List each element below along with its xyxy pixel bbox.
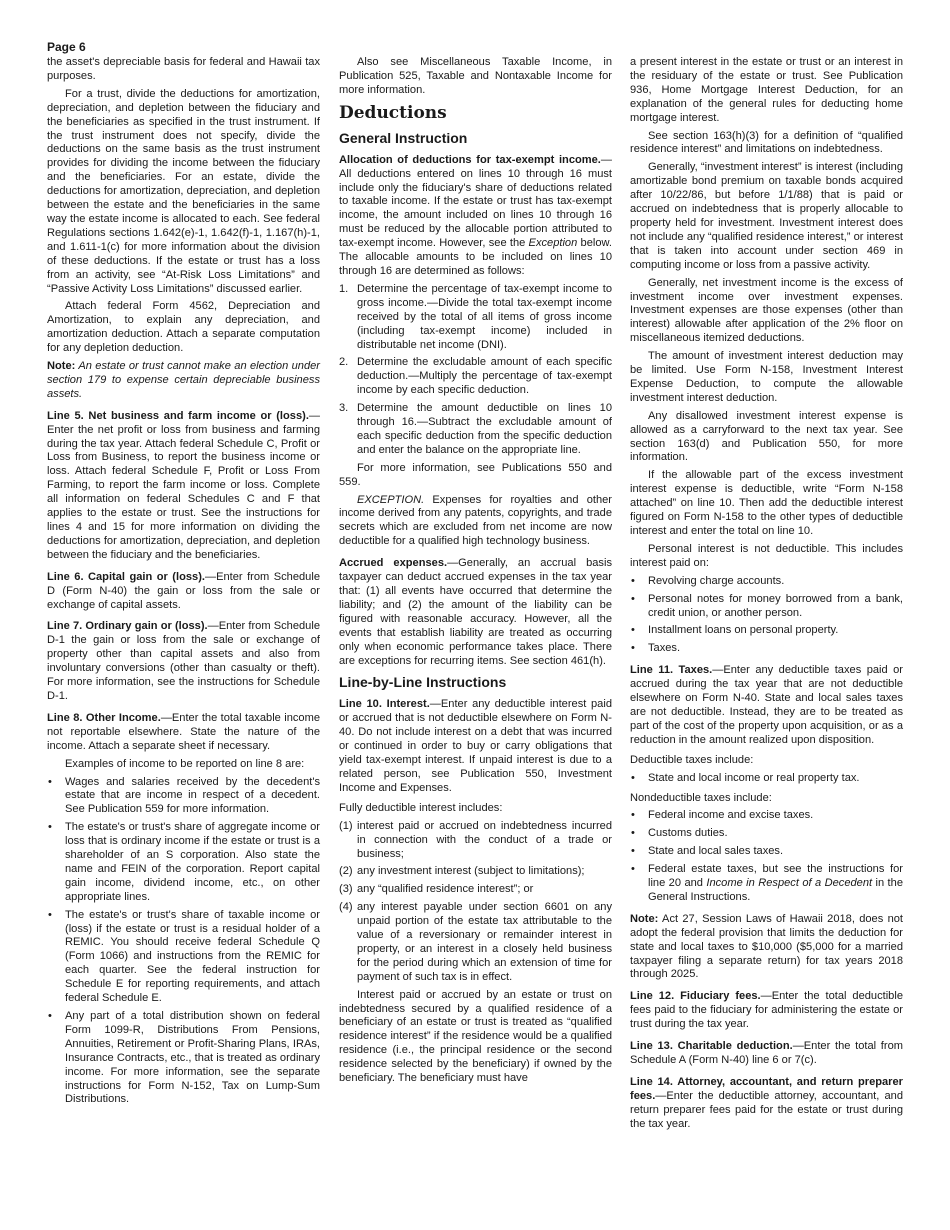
line-5-instruction bbox=[47, 410, 320, 563]
column-middle bbox=[339, 56, 612, 1090]
list-item: • Revolving charge accounts. bbox=[631, 574, 785, 587]
line-heading: Line 12. Fiduciary fees. bbox=[630, 990, 761, 1003]
line-8-instruction bbox=[47, 712, 320, 754]
list-item: 2. Determine the excludable amount of each specific deduction.—Multiply the percentage of tax-exempt income by each specific deduction. bbox=[339, 356, 612, 397]
column-right bbox=[630, 56, 903, 1136]
line-heading: Line 13. Charitable deduction. bbox=[630, 1040, 793, 1053]
paragraph: Examples of income to be reported on line 8 are: bbox=[65, 757, 305, 770]
paragraph: See section 163(h)(3) for a definition of “qualified residence interest” and limitations on indebtedness. bbox=[630, 129, 903, 156]
paragraph: Any disallowed investment interest expense is allowed as a carryforward to the next tax year. See section 163(d) and Publication 550, for more information. bbox=[630, 409, 903, 464]
paragraph: Interest paid or accrued by an estate or trust on indebtedness secured by a qualified residence of a beneficiary of an estate or trust is treated as “qualified residence interest” if the residence would be a qualified residence (i.e., the principal residence or the second residence selected by the beneficiary) if owned by the beneficiary. The beneficiary must have bbox=[339, 988, 612, 1085]
paragraph: Deductible taxes include: bbox=[630, 753, 754, 766]
paragraph: Also see Miscellaneous Taxable Income, in Publication 525, Taxable and Nontaxable Income for more information. bbox=[339, 56, 612, 96]
line-7-instruction bbox=[47, 620, 320, 703]
line-heading: Line 14. Attorney, accountant, and return preparer fees. bbox=[630, 1075, 903, 1102]
line-text: —Enter from Schedule D-1 the gain or loss from the sale or exchange of property other than capital assets and also from involuntary conversions (other than casualty or theft). For more information, see the instructions for Schedule D-1. bbox=[47, 620, 320, 702]
list-item: (4) any interest payable under section 6601 on any unpaid portion of the estate tax attributable to the value of a reversionary or remainder interest in property, or an interest in a closely held business for the period during which an extension of time for payment of such tax is in effect. bbox=[339, 901, 612, 983]
list-item: • Federal estate taxes, but see the instructions for line 20 and Income in Respect of a Decedent in the General Instructions. bbox=[631, 863, 903, 903]
personal-interest-list bbox=[630, 575, 903, 657]
note: Note: Act 27, Session Laws of Hawaii 2018, does not adopt the federal provision that limits the deduction for state and local taxes to $10,000 ($5,000 for a married taxpayer filing a separate return) for tax years 2018 through 2025. bbox=[630, 912, 903, 981]
bullet-icon: • bbox=[48, 775, 52, 788]
note-label: Note: bbox=[630, 912, 659, 925]
bullet-icon: • bbox=[631, 574, 635, 587]
paragraph: Attach federal Form 4562, Depreciation and Amortization, to explain any depreciation, and amortization deduction. Attach a separate computation for any depletion deduction. bbox=[47, 300, 320, 355]
bullet-icon: • bbox=[631, 771, 635, 784]
list-item: • State and local sales taxes. bbox=[631, 845, 784, 858]
list-item: (2) any investment interest (subject to limitations); bbox=[339, 865, 585, 878]
list-item: • The estate's or trust's share of taxable income or (loss) if the estate or trust is a residual holder of a REMIC. You should receive federal Schedule Q (Form 1066) and instructions from the REMIC for each quarter. See the federal instruction for Schedule E for reporting requirements, and attach federal Schedule E. bbox=[48, 908, 320, 1005]
line-heading: Line 6. Capital gain or (loss). bbox=[47, 570, 205, 583]
paragraph-heading: Accrued expenses. bbox=[339, 557, 448, 570]
bullet-icon: • bbox=[631, 809, 635, 822]
bullet-icon: • bbox=[48, 1010, 52, 1022]
bullet-icon: • bbox=[631, 863, 635, 876]
list-item: • State and local income or real property tax. bbox=[631, 771, 860, 784]
paragraph: Generally, net investment income is the excess of investment income over investment expenses. Investment expenses are those expenses (other than interest) allowable after application of the 2% floor on miscellaneous itemized deductions. bbox=[630, 276, 903, 345]
line-heading: Line 7. Ordinary gain or (loss). bbox=[47, 620, 208, 633]
page-number: Page 6 bbox=[47, 40, 86, 54]
bullet-icon: • bbox=[48, 908, 52, 921]
line-text: —Enter from Schedule D (Form N-40) the gain or loss from the sale or exchange of capital assets. bbox=[47, 570, 320, 611]
paragraph: For more information, see Publications 550 and 559. bbox=[339, 461, 612, 488]
list-item: 3. Determine the amount deductible on lines 10 through 16.—Subtract the excludable amount of each specific deduction from the specific deduction and enter the balance on the appropriate line. bbox=[339, 402, 612, 456]
exception-paragraph: EXCEPTION. Expenses for royalties and other income derived from any patents, copyrights, and trade secrets which are excluded from net income are now deductible for a qualified high technology business. bbox=[339, 493, 612, 548]
paragraph: Personal interest is not deductible. This includes interest paid on: bbox=[630, 542, 903, 569]
bullet-icon: • bbox=[631, 827, 635, 840]
section-title-deductions: Deductions bbox=[339, 102, 447, 123]
line-heading: Line 10. Interest. bbox=[339, 698, 430, 711]
bullet-icon: • bbox=[48, 821, 52, 834]
paragraph: the asset's depreciable basis for federal and Hawaii tax purposes. bbox=[47, 56, 320, 82]
list-item: • Installment loans on personal property. bbox=[631, 624, 839, 637]
list-item: (1) interest paid or accrued on indebtedness incurred in connection with the conduct of a trade or business; bbox=[339, 819, 612, 860]
line-text: —Enter the total taxable income not reportable elsewhere. State the nature of the income. Attach a separate sheet if necessary. bbox=[47, 711, 320, 752]
line-13-instruction: Line 13. Charitable deduction.—Enter the total from Schedule A (Form N-40) line 6 or 7(c). bbox=[630, 1040, 903, 1066]
bullet-icon: • bbox=[631, 642, 635, 655]
bullet-icon: • bbox=[631, 845, 635, 858]
line-11-instruction: Line 11. Taxes.—Enter any deductible taxes paid or accrued during the tax year that are not deductible elsewhere on Form N-40. State and local sales taxes are not deductible. Instead, they are to be treated as part of the cost of the property upon acquisition, or as a reduction in the amount realized upon disposition. bbox=[630, 664, 904, 746]
allocation-steps bbox=[339, 283, 612, 458]
list-item: • Personal notes for money borrowed from a bank, credit union, or another person. bbox=[631, 592, 903, 619]
list-item: • Any part of a total distribution shown on federal Form 1099-R, Distributions From Pensions, Annuities, Retirement or Profit-Sharing Plans, IRAs, Insurance Contracts, etc., that is treated as ordinary income. For more information, see the separate instructions for Form N-152, Tax on Lump-Sum Distributions. bbox=[48, 1010, 320, 1106]
line-heading: Line 11. Taxes. bbox=[630, 664, 713, 677]
note bbox=[47, 360, 320, 402]
paragraph: For a trust, divide the deductions for amortization, depreciation, and depletion between the fiduciary and the beneficiaries as specified in the trust instrument. If the trust instrument does not specify, divide the deductions on the same basis as the trust instrument provides for dividing the income between the fiduciary and the beneficiaries. For an estate, divide the deductions for amortization, depreciation, and depletion between the estate and the beneficiaries in the same way the estate income is allocated to each. See federal Regulations sections 1.642(e)-1, 1.642(f)-1, 1.167(h)-1, and 1.611-1(c) for more information about the division of these deductions. If the estate or trust has a loss from an activity, see “At-Risk Loss Limitations” and “Passive Activity Loss Limitations” discussed earlier. bbox=[47, 87, 320, 295]
list-item: 1. Determine the percentage of tax-exempt income to gross income.—Divide the total tax-exempt income received by the total of all items of gross income (including tax-exempt income) included in distributable net income (DNI). bbox=[339, 282, 612, 351]
nondeductible-taxes-list bbox=[630, 809, 903, 904]
accrued-expenses-paragraph: Accrued expenses.—Generally, an accrual basis taxpayer can deduct accrued expenses in the tax year that: (1) all events have occurred that determine the liability; and (2) the amount of the liability can be figured with reasonable accuracy. However, all the events that establish liability are treated as occurring only when economic performance takes place. There are exceptions for recurring items. See section 461(h). bbox=[339, 557, 612, 667]
list-item: • Wages and salaries received by the decedent's estate that are income in respect of a decedent. See Publication 559 for more information. bbox=[48, 775, 320, 816]
line-text: —Enter the net profit or loss from business and farming during the tax year. Attach federal Schedule C, Profit or Loss from Business, to report the business income or loss. Attach federal Schedule F, Profit or Loss From Farming, to report the farm income or loss. Complete all information on federal Schedules C and F that applies to the estate or trust. See the instructions for lines 4 and 15 for more information on dividing the deductions for amortization, depreciation, and depletion between the fiduciary and the beneficiaries. bbox=[47, 409, 320, 561]
subsection-title-general: General Instruction bbox=[339, 129, 468, 146]
line-heading: Line 8. Other Income. bbox=[47, 711, 161, 724]
line-heading: Line 5. Net business and farm income or (loss). bbox=[47, 409, 309, 422]
list-item: (3) any “qualified residence interest”; or bbox=[339, 883, 534, 896]
line-14-instruction: Line 14. Attorney, accountant, and return preparer fees.—Enter the deductible attorney, accountant, and return preparer fees paid for the estate or trust during the tax year. bbox=[630, 1075, 903, 1130]
line-12-instruction: Line 12. Fiduciary fees.—Enter the total deductible fees paid to the fiduciary for administering the estate or trust during the tax year. bbox=[630, 990, 903, 1031]
bullet-icon: • bbox=[631, 624, 635, 637]
list-item: • Customs duties. bbox=[631, 827, 728, 840]
deductible-interest-list bbox=[339, 820, 612, 985]
list-item: • Federal income and excise taxes. bbox=[631, 809, 814, 822]
bullet-icon: • bbox=[631, 592, 635, 605]
list-item: • Taxes. bbox=[631, 642, 681, 655]
note-label: Note: bbox=[47, 360, 76, 373]
column-left bbox=[47, 56, 320, 1111]
allocation-paragraph: Allocation of deductions for tax-exempt income.—All deductions entered on lines 10 through 16 must include only the fiduciary's share of deductions related to taxable income. If the estate or trust has tax-exempt income, the amount included on lines 10 through 16 must be reduced by the allocable portion attributed to tax-exempt income. However, see the Exception below. The allocable amounts to be included on lines 10 through 16 are determined as follows: bbox=[339, 153, 612, 277]
income-examples-list bbox=[47, 776, 320, 1108]
subsection-title-line-by-line: Line-by-Line Instructions bbox=[339, 674, 507, 691]
paragraph: a present interest in the estate or trust or an interest in the residuary of the estate or trust. See Publication 936, Home Mortgage Interest Deduction, for an explanation of the general rules for deducting home mortgage interest. bbox=[630, 56, 903, 124]
paragraph: Fully deductible interest includes: bbox=[339, 801, 503, 814]
list-item: • The estate's or trust's share of aggregate income or loss that is ordinary income if the estate or trust is a shareholder of an S corporation. Also state the name and FEIN of the corporation. Report capital gain income, dividend income, etc., on other appropriate lines. bbox=[48, 821, 320, 903]
paragraph: The amount of investment interest deduction may be limited. Use Form N-158, Investment Interest Expense Deduction, to compute the allowable investment interest deduction. bbox=[630, 350, 903, 404]
paragraph: Generally, “investment interest” is interest (including amortizable bond premium on taxable bonds acquired after 10/22/86, but before 1/1/88) that is paid or accrued on indebtedness that is properly allocable to property held for investment. Investment interest does not include any “qualified residence interest,” or interest that is taken into account under section 469 in computing income or loss from a passive activity. bbox=[630, 161, 903, 271]
paragraph-heading: Allocation of deductions for tax-exempt income. bbox=[339, 153, 601, 166]
line-10-instruction: Line 10. Interest.—Enter any deductible interest paid or accrued that is not deductible elsewhere on Form N-40. Do not include interest on a debt that was incurred or continued in order to buy or carry obligations that yield tax-exempt interest. If unpaid interest is due to a related person, see Publication 550, Investment Income and Expenses. bbox=[339, 698, 612, 794]
note-text: An estate or trust cannot make an election under section 179 to expense certain depreciable business assets. bbox=[47, 360, 320, 400]
line-6-instruction bbox=[47, 571, 320, 613]
paragraph: If the allowable part of the excess investment interest expense is deductible, write “Form N-158 attached” on line 10. Then add the deductible interest figured on Form N-158 to the other types of deductible interest and enter the total on line 10. bbox=[630, 469, 903, 537]
paragraph: Nondeductible taxes include: bbox=[630, 791, 772, 804]
exception-label: EXCEPTION. bbox=[357, 493, 425, 506]
deductible-taxes-list bbox=[630, 772, 903, 786]
